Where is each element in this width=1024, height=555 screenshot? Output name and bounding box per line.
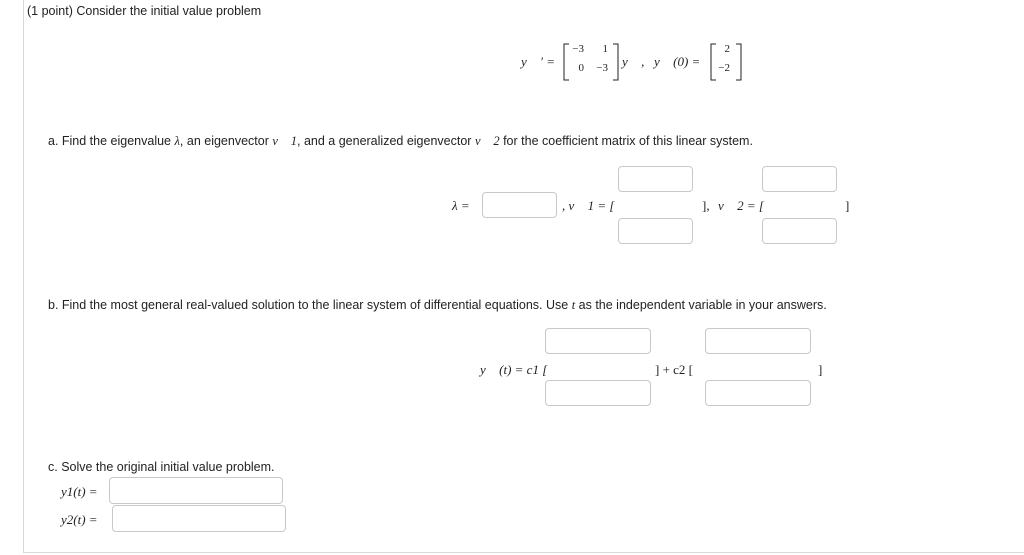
v1-close-bracket: ],: [702, 198, 710, 213]
system-y-vector: y⃗ ,: [622, 54, 645, 69]
part-a-prompt-start: a. Find the eigenvalue: [48, 134, 172, 148]
problem-header: [27, 4, 261, 18]
v2-top-input[interactable]: [762, 166, 837, 192]
part-a-v1-symbol: v⃗ 1: [272, 134, 298, 148]
part-b-prompt-start: b. Find the most general real-valued solution to the linear system of differential equations. Use: [48, 298, 569, 312]
v1-label: , v⃗ 1 = [: [562, 198, 615, 213]
v2-label: v⃗ 2 = [: [718, 198, 764, 213]
matrix-a12: 1: [602, 43, 608, 55]
matrix-a22: −3: [596, 62, 608, 74]
point-value: (1 point): [27, 4, 73, 18]
y1-input[interactable]: [109, 477, 283, 504]
y2-label: y2(t) =: [61, 512, 98, 527]
v2-bottom-input[interactable]: [762, 218, 837, 244]
part-b-prompt-end: as the independent variable in your answers.: [578, 298, 827, 312]
part-a-lambda-symbol: λ: [174, 134, 180, 148]
y2-input[interactable]: [112, 505, 286, 532]
initial-vector-top: 2: [724, 43, 730, 55]
c2-top-input[interactable]: [705, 328, 811, 354]
problem-prompt: Consider the initial value problem: [76, 4, 262, 18]
v1-bottom-input[interactable]: [618, 218, 693, 244]
part-a-prompt-mid1: , an eigenvector: [179, 134, 269, 148]
initial-vector-bottom: −2: [718, 62, 730, 74]
matrix-a21: 0: [578, 62, 584, 74]
lambda-label: λ =: [452, 198, 470, 213]
solution-mid: ] + c2 [: [655, 362, 694, 377]
part-a-prompt: [48, 134, 753, 149]
part-b-prompt: [48, 298, 827, 313]
v2-close-bracket: ]: [845, 198, 850, 213]
initial-condition-label: y⃗ (0) =: [654, 54, 701, 69]
part-c-prompt: c. Solve the original initial value problem.: [48, 460, 275, 474]
solution-close-bracket: ]: [818, 362, 823, 377]
system-lhs: y⃗ ′ =: [521, 54, 555, 69]
part-a-prompt-end: for the coefficient matrix of this linear system.: [503, 134, 753, 148]
y1-label: y1(t) =: [61, 484, 98, 499]
part-a-v2-symbol: v⃗ 2: [474, 134, 500, 148]
matrix-a11: −3: [572, 43, 584, 55]
part-a-prompt-mid2: , and a generalized eigenvector: [297, 134, 472, 148]
lambda-input[interactable]: [482, 192, 557, 218]
c1-top-input[interactable]: [545, 328, 651, 354]
part-b-t-symbol: t: [571, 298, 576, 312]
c2-bottom-input[interactable]: [705, 380, 811, 406]
c1-bottom-input[interactable]: [545, 380, 651, 406]
v1-top-input[interactable]: [618, 166, 693, 192]
solution-lhs: y⃗ (t) = c1 [: [480, 362, 548, 377]
